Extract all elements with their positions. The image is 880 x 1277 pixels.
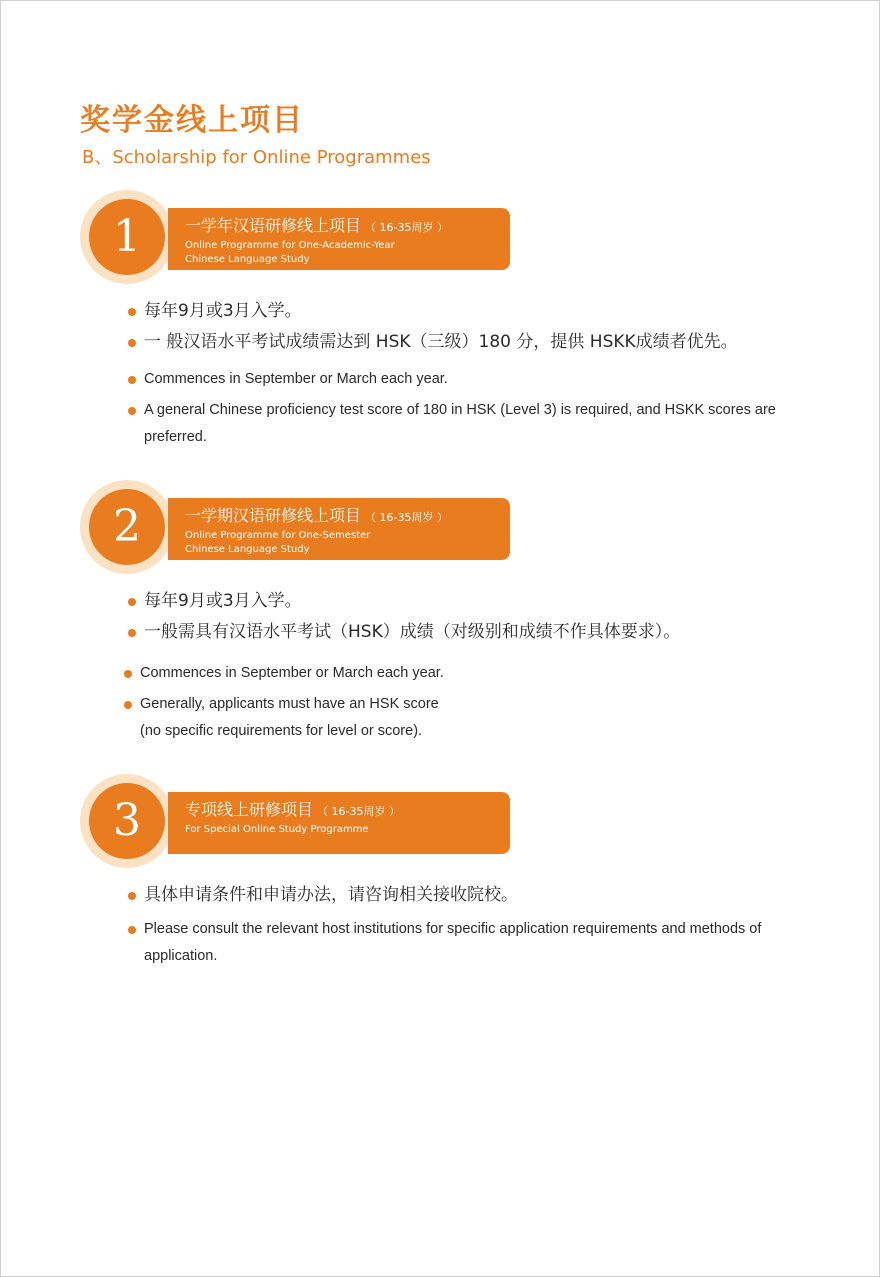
number-badge [80, 190, 174, 284]
bullet-dot-icon [128, 892, 136, 900]
programme-banner [168, 498, 510, 560]
programme-title: 专项线上研修项目 [185, 800, 314, 819]
bullet-list-cn [128, 586, 828, 648]
programme-title: 一学期汉语研修线上项目 [185, 506, 362, 525]
age-range: （ 16-35周岁 ） [365, 221, 448, 234]
list-item: Please consult the relevant host institutions for specific application requirements and methods of application. [128, 916, 828, 970]
list-item: 每年9月或3月入学。 [128, 586, 828, 617]
programme-banner [168, 208, 510, 270]
bullet-list-cn [128, 880, 828, 911]
bullet-dot-icon [128, 376, 136, 384]
bullet-dot-icon [128, 308, 136, 316]
programme-subtitle: For Special Online Study Programme [185, 824, 369, 835]
page-subtitle: B、Scholarship for Online Programmes [82, 147, 431, 168]
bullet-list-cn [128, 296, 828, 358]
bullet-list-en [124, 660, 824, 749]
list-item: 具体申请条件和申请办法，请咨询相关接收院校。 [128, 880, 828, 911]
bullet-list-en [128, 916, 828, 974]
bullet-dot-icon [124, 701, 132, 709]
bullet-dot-icon [128, 407, 136, 415]
list-item: Commences in September or March each year. [128, 366, 828, 393]
bullet-dot-icon [124, 670, 132, 678]
list-item: 每年9月或3月入学。 [128, 296, 828, 327]
number-badge [80, 480, 174, 574]
bullet-dot-icon [128, 629, 136, 637]
list-item: 一般需具有汉语水平考试（HSK）成绩（对级别和成绩不作具体要求）。 [128, 617, 828, 648]
page-title: 奖学金线上项目 [80, 103, 304, 138]
programme-title: 一学年汉语研修线上项目 [185, 216, 362, 235]
number-label: 1 [89, 199, 165, 275]
list-item: 一 般汉语水平考试成绩需达到 HSK（三级）180 分，提供 HSKK成绩者优先。 [128, 327, 828, 358]
age-range: （ 16-35周岁 ） [317, 805, 400, 818]
bullet-dot-icon [128, 926, 136, 934]
bullet-dot-icon [128, 598, 136, 606]
bullet-list-en [128, 366, 828, 455]
programme-subtitle: Online Programme for One-Semester Chinese Language Study [185, 530, 371, 555]
number-label: 3 [89, 783, 165, 859]
list-item: Generally, applicants must have an HSK score (no specific requirements for level or score). [124, 691, 824, 745]
programme-banner [168, 792, 510, 854]
age-range: （ 16-35周岁 ） [365, 511, 448, 524]
list-item: A general Chinese proficiency test score of 180 in HSK (Level 3) is required, and HSKK scores are preferred. [128, 397, 828, 451]
number-badge [80, 774, 174, 868]
list-item: Commences in September or March each year. [124, 660, 824, 687]
bullet-dot-icon [128, 339, 136, 347]
number-label: 2 [89, 489, 165, 565]
programme-subtitle: Online Programme for One-Academic-Year Chinese Language Study [185, 240, 395, 265]
